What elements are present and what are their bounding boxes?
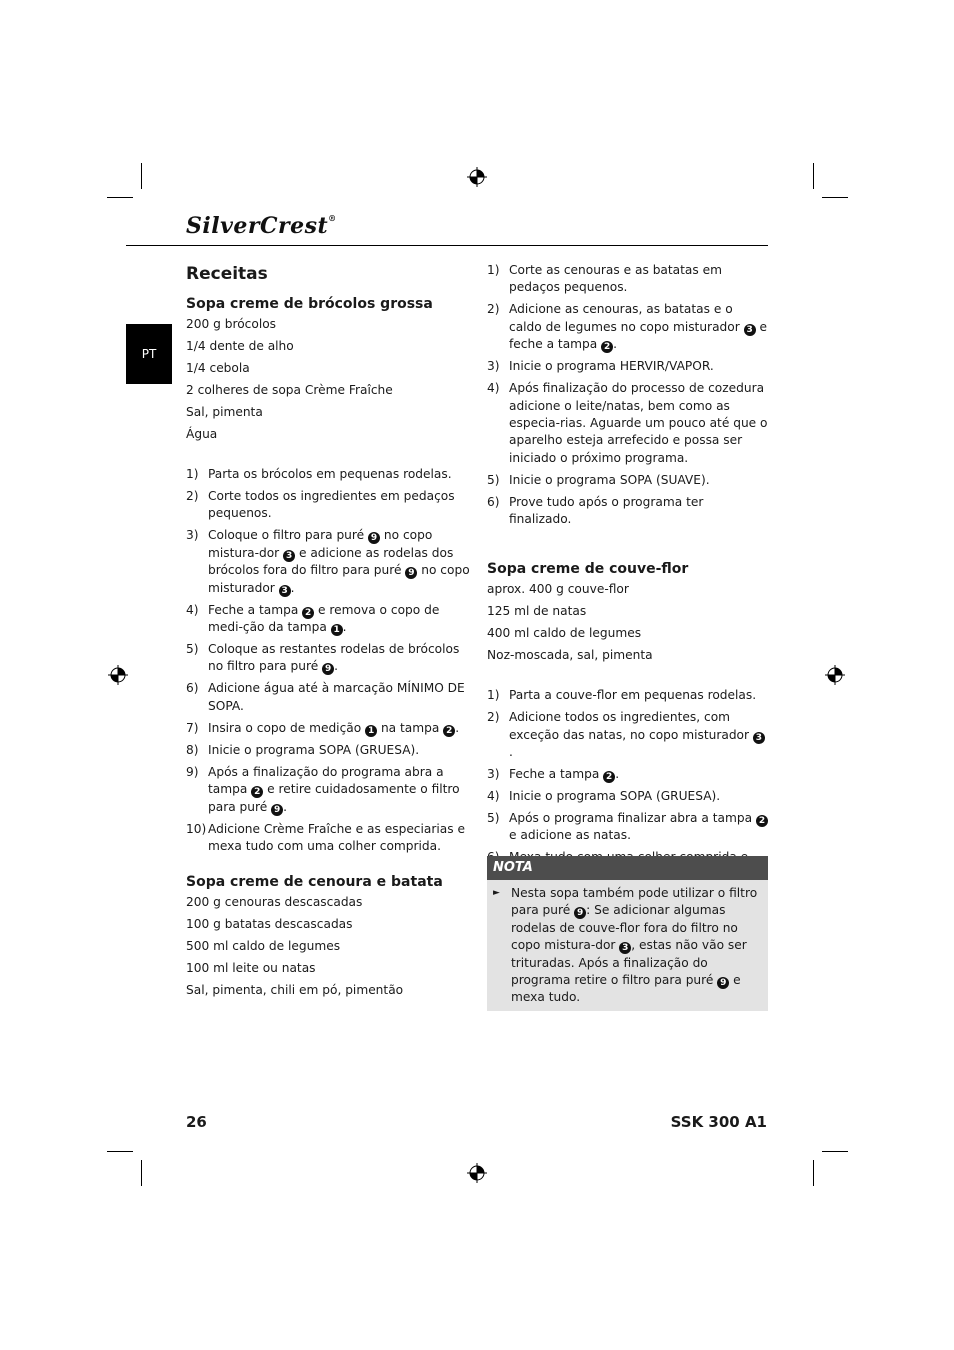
step-item <box>186 821 470 856</box>
crop-mark <box>813 163 814 189</box>
page-number: 26 <box>186 1113 207 1131</box>
step-number: 3) <box>487 359 500 374</box>
step-text: Inicie o programa SOPA (GRUESA). <box>509 789 721 804</box>
registration-mark-icon <box>825 665 845 685</box>
part-number-badge: 9 <box>717 977 729 989</box>
part-number-badge: 2 <box>603 771 615 783</box>
part-number-badge: 3 <box>619 942 631 954</box>
crop-mark <box>141 163 142 189</box>
ingredient-item: 1/4 cebola <box>186 361 250 375</box>
step-number: 5) <box>487 472 500 487</box>
step-number: 3) <box>186 528 199 543</box>
step-item <box>186 764 470 816</box>
ingredient-list <box>487 581 768 664</box>
right-column <box>487 262 768 889</box>
left-column <box>186 262 470 1004</box>
part-number-badge: 3 <box>744 324 756 336</box>
part-number-badge: 2 <box>601 341 613 353</box>
step-number: 5) <box>186 642 199 657</box>
brand-logo-text: SilverCrest <box>186 213 329 239</box>
step-item <box>186 488 470 523</box>
part-number-badge: 3 <box>283 550 295 562</box>
step-number: 7) <box>186 720 199 735</box>
step-item <box>186 742 470 759</box>
registration-mark-icon <box>108 665 128 685</box>
step-number: 6) <box>186 681 199 696</box>
step-number: 8) <box>186 742 199 757</box>
step-item <box>186 527 470 597</box>
crop-mark <box>107 1151 133 1152</box>
part-number-badge: 3 <box>753 732 765 744</box>
step-item <box>487 709 768 761</box>
part-number-badge: 2 <box>443 725 455 737</box>
step-text: Insira o copo de medição 1 na tampa 2 . <box>208 720 460 736</box>
step-list <box>487 262 768 529</box>
step-item <box>487 301 768 353</box>
step-item <box>186 466 470 483</box>
step-item <box>487 494 768 529</box>
step-number: 4) <box>487 789 500 804</box>
step-item <box>487 766 768 783</box>
step-text: Após finalização do processo de cozedura adicione o leite/natas, bem como as especia-rias. Aguarde um pouco até que o aparelho esteja arrefecido e possa ser iniciado o próximo programa. <box>509 381 768 465</box>
part-number-badge: 9 <box>368 532 380 544</box>
note-heading: NOTA <box>487 856 768 880</box>
ingredient-item: 200 g brócolos <box>186 317 277 331</box>
part-number-badge: 1 <box>331 624 343 636</box>
step-list <box>186 466 470 855</box>
step-number: 5) <box>487 811 500 826</box>
note-text: Nesta sopa também pode utilizar o filtro para puré 9 : Se adicionar algumas rodelas de couve-flor fora do filtro no copo mistura-dor 3 , estas não vão ser trituradas. Após a finalização do programa retire o filtro para puré 9 e mexa tudo. <box>511 886 758 1005</box>
step-number: 10) <box>186 821 207 836</box>
ingredient-item: 125 ml de natas <box>487 604 587 619</box>
ingredient-item: Noz-moscada, sal, pimenta <box>487 648 653 663</box>
ingredient-list <box>186 894 470 999</box>
step-text: Feche a tampa 2 e remova o copo de medi-ção da tampa 1 . <box>208 602 440 636</box>
step-item <box>186 602 470 637</box>
step-number: 1) <box>186 467 199 481</box>
step-item <box>186 680 470 715</box>
crop-mark <box>822 1151 848 1152</box>
step-item <box>487 788 768 805</box>
step-item <box>487 358 768 375</box>
ingredient-item: 500 ml caldo de legumes <box>186 939 341 954</box>
recipe-heading: Sopa creme de cenoura e batata <box>186 874 443 891</box>
ingredient-item: Sal, pimenta <box>186 405 263 419</box>
step-text: Coloque as restantes rodelas de brócolos no filtro para puré 9 . <box>208 642 460 675</box>
part-number-badge: 9 <box>271 804 283 816</box>
step-text: Adicione Crème Fraîche e as especiarias e mexa tudo com uma colher comprida. <box>208 821 465 854</box>
crop-mark <box>813 1160 814 1186</box>
step-text: Coloque o filtro para puré 9 no copo mistura-dor 3 e adicione as rodelas dos brócolos fora do filtro para puré 9 no copo misturador 3 . <box>208 528 470 596</box>
step-item <box>487 472 768 489</box>
step-item <box>487 810 768 845</box>
crop-mark <box>107 197 133 198</box>
crop-mark <box>822 197 848 198</box>
step-number: 2) <box>487 710 500 725</box>
ingredient-item: aprox. 400 g couve-flor <box>487 582 629 597</box>
step-number: 6) <box>487 494 500 509</box>
step-number: 1) <box>487 688 500 703</box>
part-number-badge: 2 <box>251 786 263 798</box>
model-number: SSK 300 A1 <box>670 1113 767 1131</box>
recipe-heading: Sopa creme de brócolos grossa <box>186 296 433 312</box>
note-body <box>487 880 768 1011</box>
ingredient-item: Sal, pimenta, chili em pó, pimentão <box>186 983 404 998</box>
step-text: Adicione as cenouras, as batatas e o caldo de legumes no copo misturador 3 e feche a tampa 2 . <box>509 302 767 353</box>
step-text: Adicione todos os ingredientes, com exceção das natas, no copo misturador 3. <box>509 709 768 761</box>
part-number-badge: 9 <box>405 567 417 579</box>
step-list <box>487 687 768 884</box>
step-text: Após a finalização do programa abra a tampa 2 e retire cuidadosamente o filtro para puré 9 . <box>208 764 460 815</box>
step-item <box>186 641 470 676</box>
step-text: Inicie o programa SOPA (SUAVE). <box>509 472 710 487</box>
step-text: Parta os brócolos em pequenas rodelas. <box>208 467 452 481</box>
part-number-badge: 1 <box>365 725 377 737</box>
registered-mark: ® <box>328 213 337 223</box>
step-text: Adicione água até à marcação MÍNIMO DE SOPA. <box>208 681 465 713</box>
part-number-badge: 9 <box>574 907 586 919</box>
header-rule <box>126 245 768 246</box>
step-number: 4) <box>186 602 199 617</box>
step-text: Feche a tampa 2 . <box>509 767 620 783</box>
step-number: 3) <box>487 767 500 782</box>
ingredient-item: 100 g batatas descascadas <box>186 917 353 932</box>
step-number: 2) <box>487 302 500 317</box>
part-number-badge: 2 <box>302 607 314 619</box>
step-text: Após o programa finalizar abra a tampa 2 e adicione as natas. <box>509 810 768 845</box>
ingredient-list <box>186 316 470 443</box>
step-number: 2) <box>186 489 199 503</box>
step-text: Prove tudo após o programa ter finalizado. <box>509 494 704 527</box>
part-number-badge: 3 <box>279 585 291 597</box>
step-number: 9) <box>186 764 199 779</box>
part-number-badge: 9 <box>322 663 334 675</box>
brand-logo <box>186 213 337 239</box>
ingredient-item: 2 colheres de sopa Crème Fraîche <box>186 383 393 397</box>
crop-mark <box>141 1160 142 1186</box>
step-number: 4) <box>487 381 500 396</box>
language-tab: PT <box>126 324 172 384</box>
ingredient-item: Água <box>186 427 218 441</box>
recipe-heading: Sopa creme de couve-flor <box>487 561 689 578</box>
ingredient-item: 1/4 dente de alho <box>186 339 294 353</box>
ingredient-item: 100 ml leite ou natas <box>186 961 316 976</box>
note-box <box>487 856 768 1011</box>
step-item <box>487 687 768 704</box>
bullet-arrow-icon: ► <box>493 888 500 898</box>
step-number: 1) <box>487 263 500 277</box>
step-text: Parta a couve-flor em pequenas rodelas. <box>509 688 757 703</box>
registration-mark-icon <box>467 1163 487 1183</box>
step-text: Inicie o programa SOPA (GRUESA). <box>208 742 420 757</box>
step-item <box>487 380 768 467</box>
step-text: Corte todos os ingredientes em pedaços pequenos. <box>208 489 455 521</box>
step-text: Inicie o programa HERVIR/VAPOR. <box>509 359 714 374</box>
step-item <box>186 720 470 737</box>
step-item <box>487 262 768 297</box>
registration-mark-icon <box>467 167 487 187</box>
part-number-badge: 2 <box>756 815 768 827</box>
step-text: Corte as cenouras e as batatas em pedaços pequenos. <box>509 263 722 295</box>
ingredient-item: 200 g cenouras descascadas <box>186 895 363 910</box>
page-title: Receitas <box>186 264 268 284</box>
ingredient-item: 400 ml caldo de legumes <box>487 626 642 641</box>
